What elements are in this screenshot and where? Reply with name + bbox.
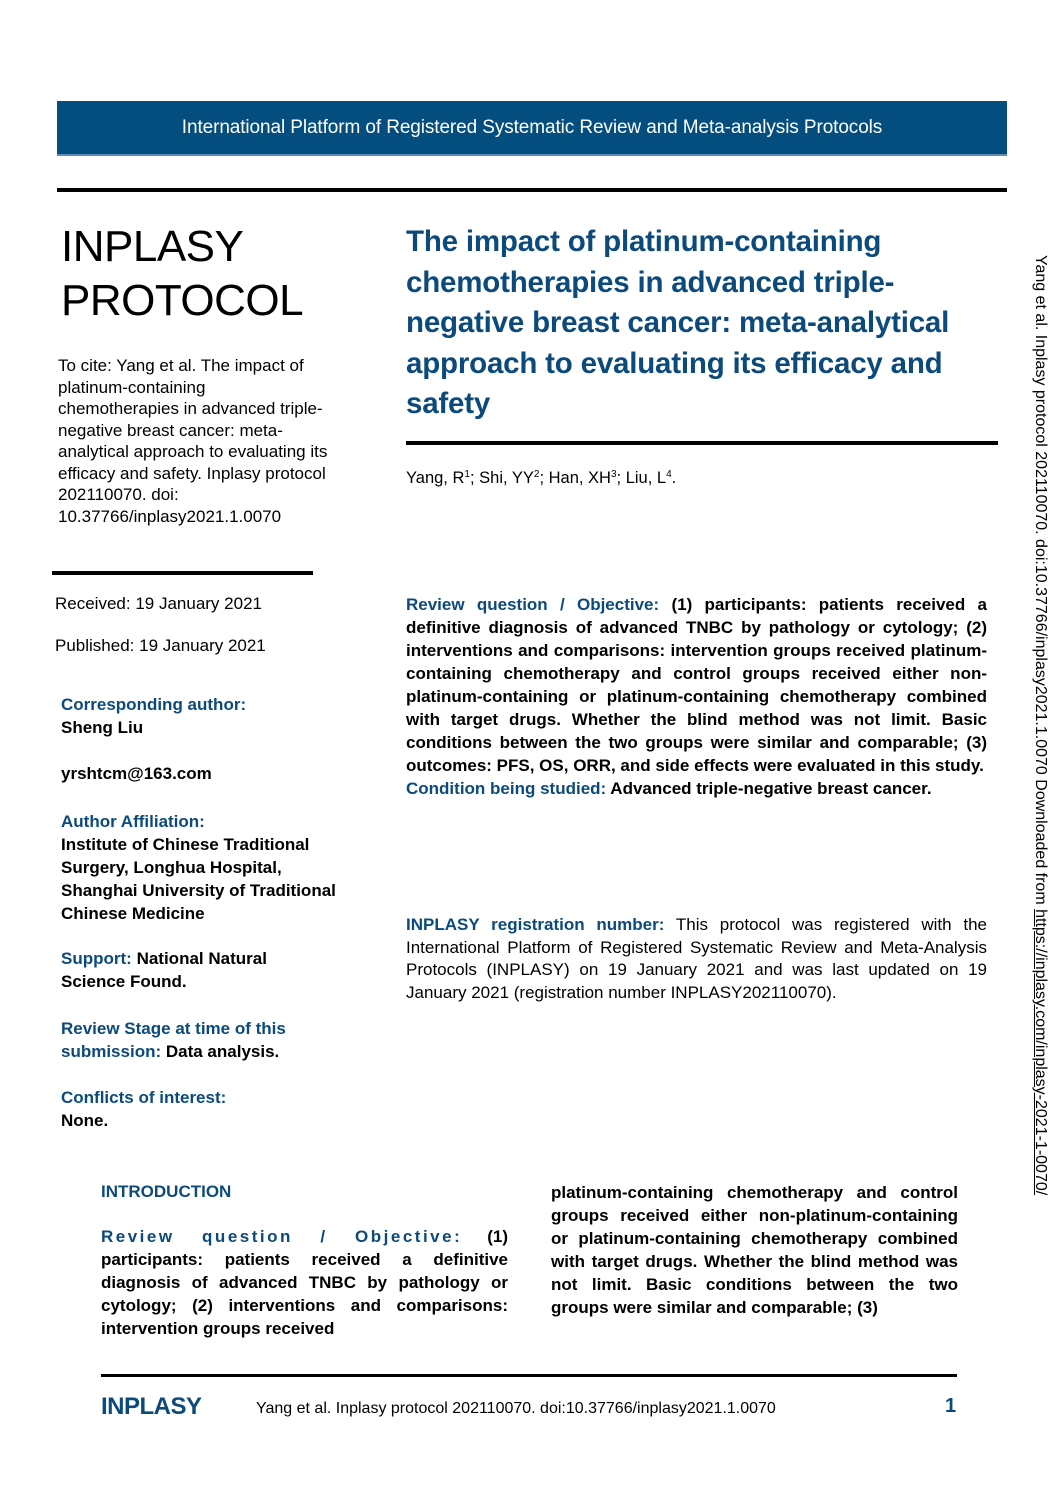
review-stage-value: Data analysis. [165, 1042, 280, 1061]
registration-label: INPLASY registration number: [406, 915, 665, 934]
introduction-left-column [101, 1225, 508, 1340]
conflicts-block [61, 1086, 361, 1132]
condition-text: Advanced triple-negative breast cancer. [610, 779, 932, 798]
banner-text: International Platform of Registered Systematic Review and Meta-analysis Protocols [181, 116, 883, 138]
condition-label: Condition being studied: [406, 779, 607, 798]
objective-text: (1) participants: patients received a definitive diagnosis of advanced TNBC by pathology or cytology; (2) interventions and comparisons: intervention groups received platinum-containing chemotherapy and control groups received either non-platinum-containing or platinum-containing chemotherapy combined with target drugs. Whether the blind method was not limit. Basic conditions between the two groups were similar and comparable; (3) outcomes: PFS, OS, ORR, and side effects were evaluated in this study. [406, 595, 987, 775]
affiliation-label: Author Affiliation: [61, 812, 205, 831]
registration-text: This protocol was registered with the International Platform of Registered Systematic Review and Meta-Analysis Protocols (INPLASY) on 19 January 2021 and was last updated on 19 January 2021 (registration number INPLASY202110070). [406, 915, 987, 1002]
margin-note-text: Yang et al. Inplasy protocol 202110070. doi:10.37766/inplasy2021.1.0070 Downloaded from [1032, 255, 1049, 910]
review-stage-block [61, 1017, 331, 1063]
corresponding-author-block [61, 693, 361, 739]
author-list [406, 469, 676, 488]
title-divider [406, 441, 998, 445]
author: Yang, $R^1$; [406, 469, 480, 487]
page-number: 1 [945, 1395, 957, 1417]
registration-block [406, 914, 987, 1004]
header-banner [57, 101, 1007, 156]
author: Liu, $L^4$. [625, 469, 677, 487]
citation-text: To cite: Yang et al. The impact of platinum-containing chemotherapies in advanced triple-negative breast cancer: meta-analytical approach to evaluating its efficacy and safety. Inplasy protocol 202110070. doi: 10.37766/inplasy2021.1.0070 [58, 356, 328, 526]
corresponding-author-label: Corresponding author: [61, 695, 247, 714]
brand-line-2: PROTOCOL [61, 276, 304, 325]
top-divider [57, 188, 1007, 192]
objective-label: Review question / Objective: [406, 595, 660, 614]
left-divider [52, 571, 313, 575]
conflicts-label: Conflicts of interest: [61, 1088, 227, 1107]
article-title: The impact of platinum-containing chemotherapies in advanced triple-negative breast cancer: meta-analytical approach to evaluating its efficacy and safety [406, 225, 950, 420]
received-date: Received: 19 January 2021 [55, 594, 262, 613]
protocol-brand [61, 220, 303, 328]
support-value: National Natural Science Found. [61, 949, 267, 991]
corresponding-author-name: Sheng Liu [61, 718, 144, 737]
corresponding-email[interactable]: yrshtcm@163.com [61, 764, 212, 783]
footer-divider [101, 1374, 957, 1377]
email-block [61, 762, 361, 785]
abstract-block [406, 593, 987, 800]
review-stage-label: Review Stage at time of this submission: [61, 1019, 286, 1061]
download-link[interactable]: https://inplasy.com/inplasy-2021-1-0070/ [1032, 909, 1049, 1196]
footer-citation: Yang et al. Inplasy protocol 202110070. doi:10.37766/inplasy2021.1.0070 [256, 1400, 776, 1417]
published-date: Published: 19 January 2021 [55, 636, 266, 655]
brand-line-1: INPLASY [61, 222, 244, 271]
affiliation-block [61, 810, 361, 925]
conflicts-value: None. [61, 1111, 109, 1130]
footer-brand: INPLASY [101, 1393, 202, 1420]
download-margin-note [1031, 255, 1049, 1195]
support-block [61, 947, 321, 993]
support-label: Support: [61, 949, 132, 968]
introduction-heading: INTRODUCTION [101, 1182, 232, 1201]
affiliation-value: Institute of Chinese Traditional Surgery, Longhua Hospital, Shanghai University of Traditional Chinese Medicine [61, 835, 336, 923]
intro-left-text: (1) participants: patients received a definitive diagnosis of advanced TNBC by pathology or cytology; (2) interventions and comparisons: intervention groups received [101, 1227, 508, 1338]
intro-objective-label: Review question / Objective: [101, 1227, 463, 1246]
introduction-right-column: platinum-containing chemotherapy and control groups received either non-platinum-containing or platinum-containing chemotherapy combined with target drugs. Whether the blind method was not limit. Basic conditions between the two groups were similar and comparable; (3) [551, 1183, 958, 1317]
author: Han, $XH^3$; [548, 469, 626, 487]
author: Shi, $YY^2$; [479, 469, 549, 487]
